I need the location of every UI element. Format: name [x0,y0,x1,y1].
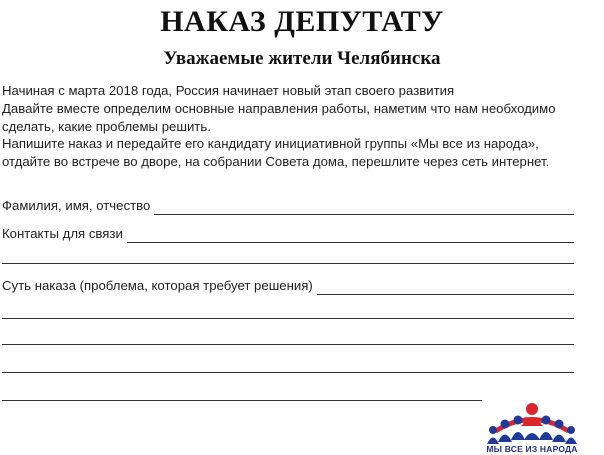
request-essence-label: Суть наказа (проблема, которая требует решения) [2,278,313,293]
full-name-field[interactable] [2,197,574,215]
request-essence-line-5[interactable] [2,400,482,401]
people-group-icon [483,400,581,446]
intro-line: сделать, какие проблемы решить. [2,118,211,134]
contacts-field[interactable] [2,225,574,243]
logo-caption: МЫ ВСЕ ИЗ НАРОДА [486,444,578,454]
request-essence-line-2[interactable] [2,318,574,319]
contacts-line[interactable] [127,228,574,243]
full-name-line[interactable] [154,200,574,215]
intro-line: отдайте во встрече во дворе, на собрании Совета дома, перешлите через сеть интернет. [2,154,550,170]
full-name-label: Фамилия, имя, отчество [2,198,151,213]
contacts-label: Контакты для связи [2,226,123,241]
request-essence-field[interactable] [2,277,574,295]
intro-line: Давайте вместе определим основные направления работы, наметим что нам необходимо [2,100,556,116]
document-title: НАКАЗ ДЕПУТАТУ [160,5,444,38]
intro-line: Напишите наказ и передайте его кандидату инициативной группы «Мы все из народа», [2,136,539,152]
contacts-extra-line[interactable] [2,263,574,264]
request-essence-line-4[interactable] [2,372,574,373]
intro-line: Начиная с марта 2018 года, Россия начинает новый этап своего развития [2,83,455,98]
request-essence-line-3[interactable] [2,344,574,345]
intro-paragraph [2,82,602,171]
my-vse-iz-naroda-logo [483,400,581,455]
request-essence-line[interactable] [317,280,574,295]
document-subtitle: Уважаемые жители Челябинска [163,48,441,69]
